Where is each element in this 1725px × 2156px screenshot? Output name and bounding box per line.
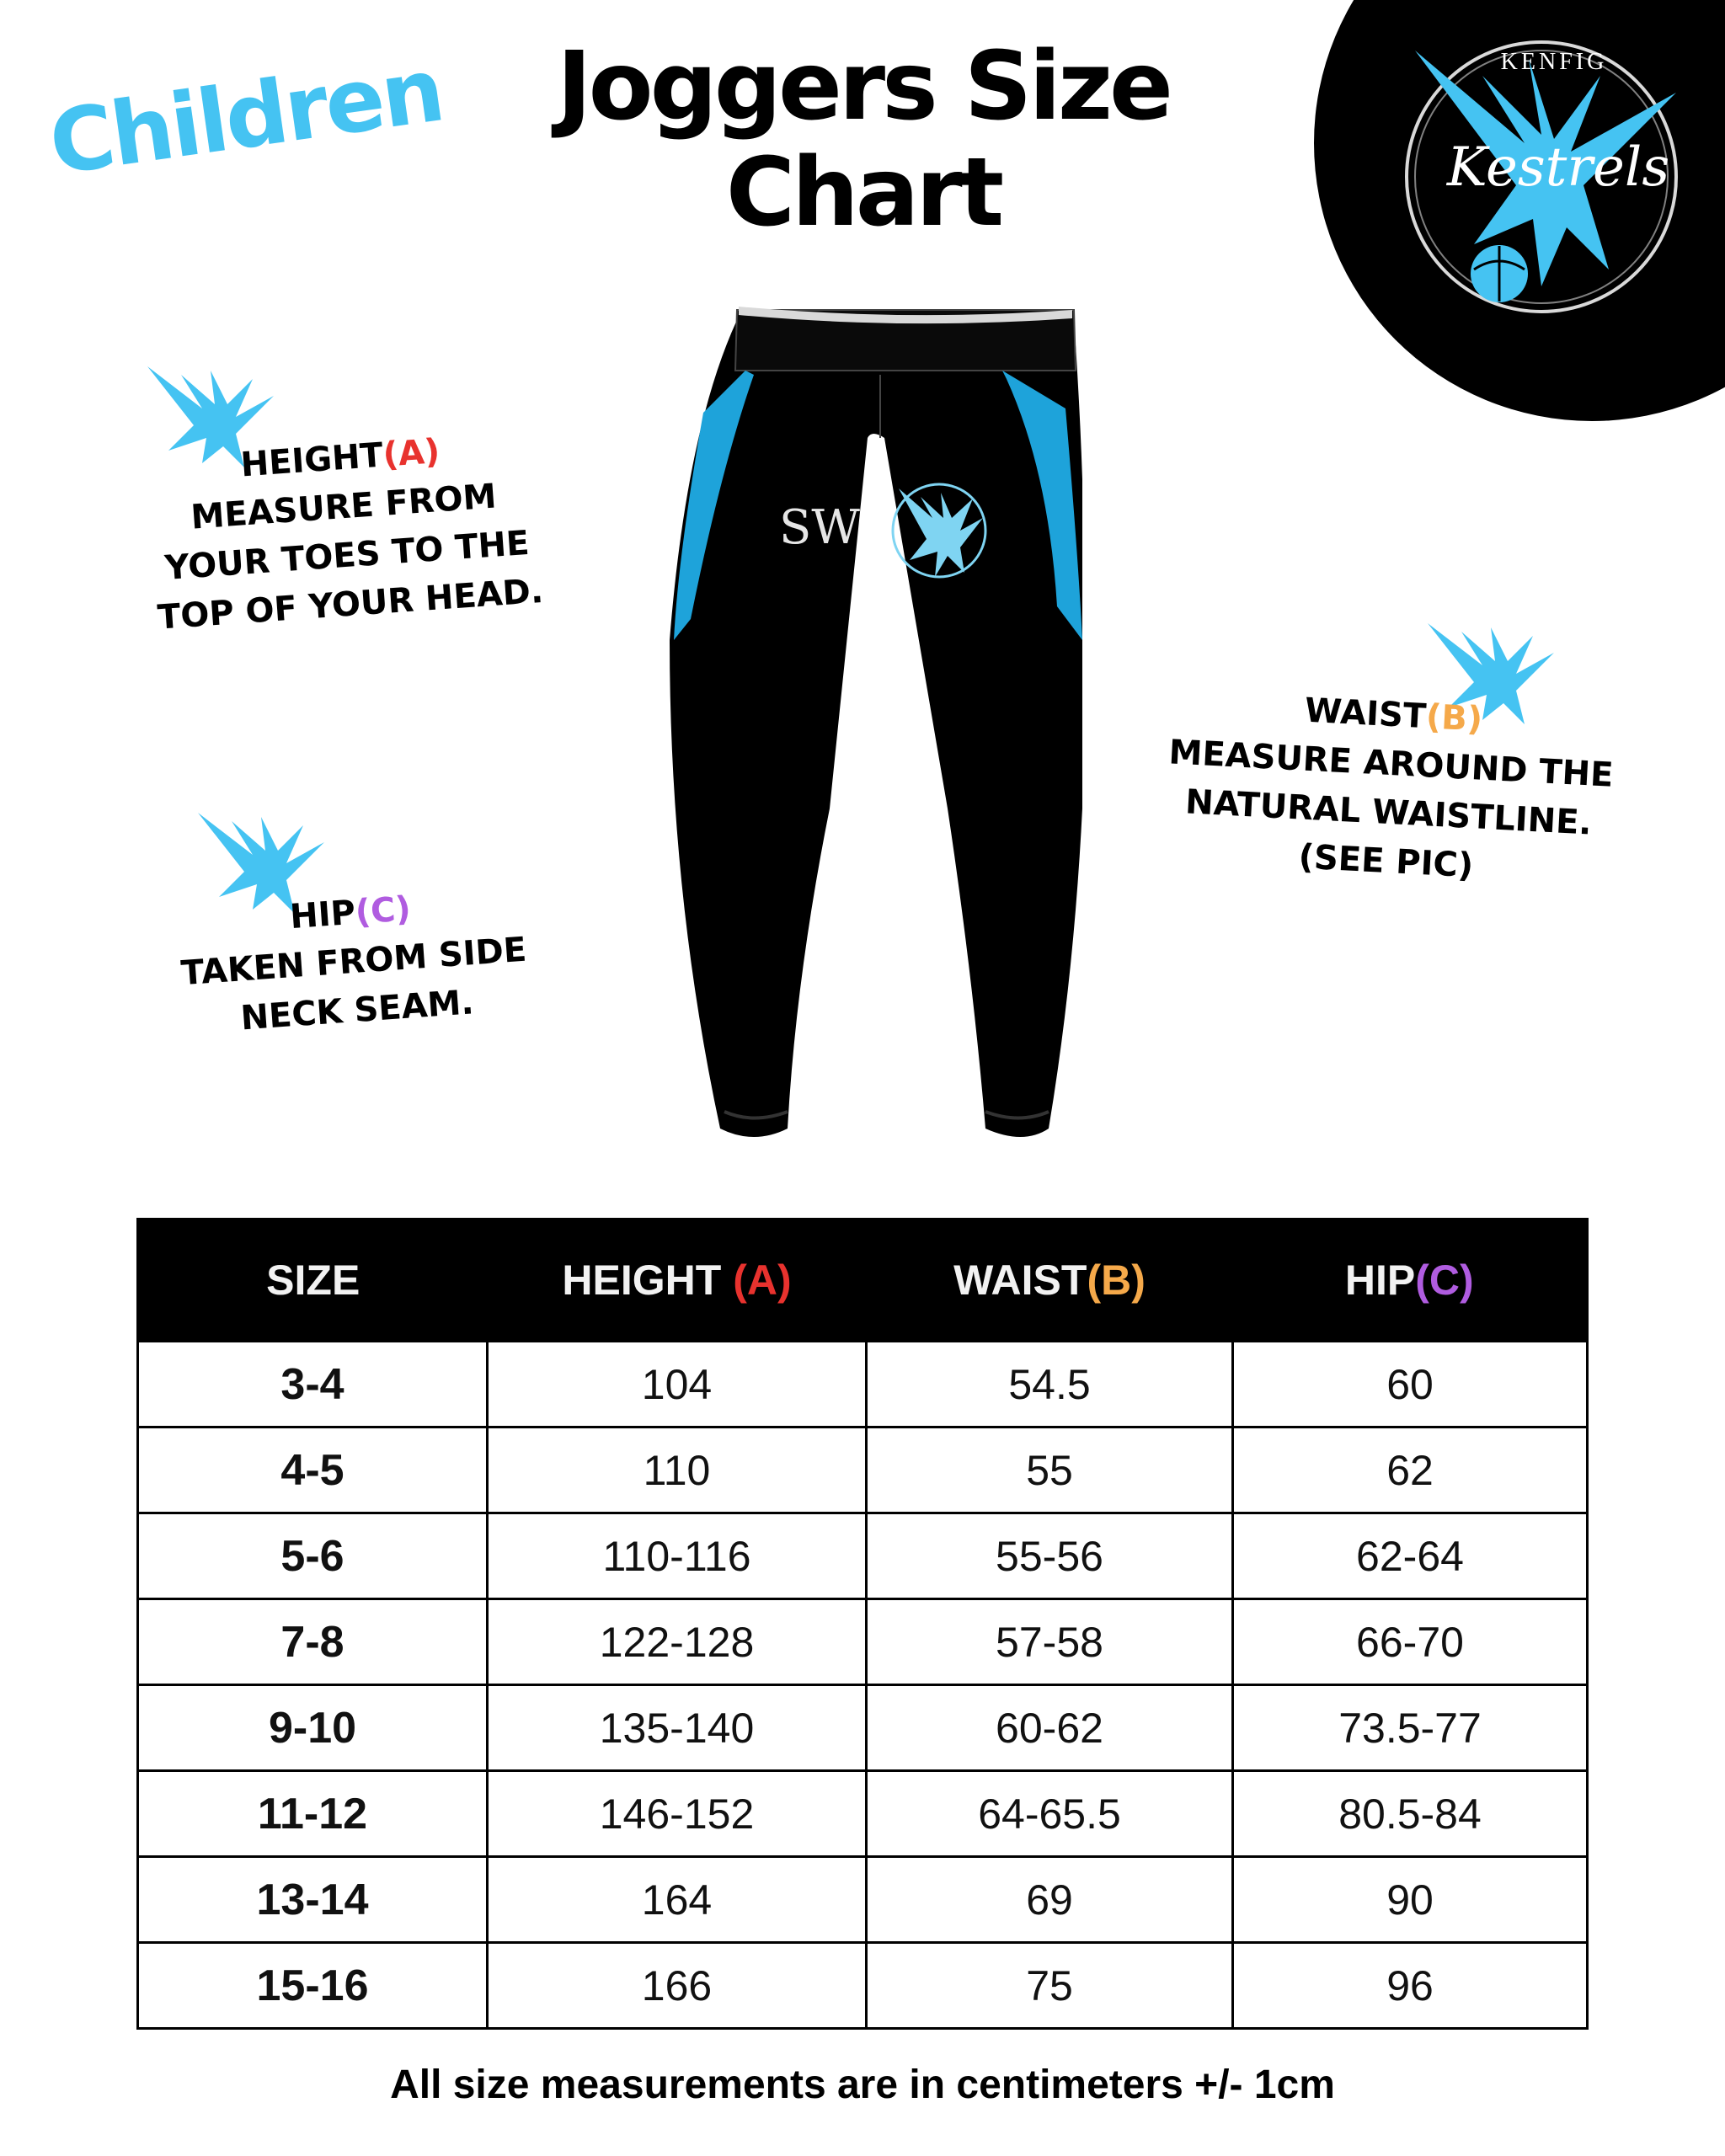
hip-label: HIP	[288, 893, 357, 937]
hip-cell: 80.5-84	[1233, 1771, 1588, 1857]
hip-cell: 96	[1233, 1943, 1588, 2029]
waist-line: (SEE PIC)	[1297, 837, 1475, 886]
table-row	[138, 1342, 1588, 1428]
waist-instruction	[1124, 677, 1655, 899]
hip-line: NECK SEAM.	[239, 983, 475, 1038]
height-line: MEASURE FROM	[190, 477, 498, 537]
hip-cell: 66-70	[1233, 1599, 1588, 1685]
height-code: (A)	[382, 432, 441, 475]
header-waist-code: (B)	[1087, 1257, 1146, 1304]
header-height-code: (A)	[733, 1257, 792, 1304]
height-cell: 104	[488, 1342, 867, 1428]
hip-instruction	[147, 874, 561, 1049]
header-height: HEIGHT (A)	[488, 1219, 867, 1342]
title-line-1: Joggers Size	[556, 32, 1170, 141]
hip-code: (C)	[354, 889, 413, 932]
header-hip: HIP(C)	[1233, 1219, 1588, 1342]
waist-label: WAIST	[1303, 691, 1428, 737]
size-cell: 7-8	[138, 1599, 488, 1685]
table-row	[138, 1513, 1588, 1599]
size-cell: 5-6	[138, 1513, 488, 1599]
table-row	[138, 1943, 1588, 2029]
table-row	[138, 1428, 1588, 1513]
height-cell: 110	[488, 1428, 867, 1513]
height-instruction	[120, 419, 571, 644]
height-line: YOUR TOES TO THE	[163, 523, 531, 588]
height-cell: 164	[488, 1857, 867, 1943]
hip-line: TAKEN FROM SIDE	[179, 930, 528, 994]
joggers-initials: SW	[779, 500, 860, 555]
header-hip-code: (C)	[1415, 1257, 1474, 1304]
height-cell: 146-152	[488, 1771, 867, 1857]
size-cell: 3-4	[138, 1342, 488, 1428]
hip-cell: 62	[1233, 1428, 1588, 1513]
waist-cell: 60-62	[867, 1685, 1233, 1771]
height-cell: 166	[488, 1943, 867, 2029]
height-line: TOP OF YOUR HEAD.	[156, 571, 545, 638]
title-line-2: Chart	[725, 138, 1001, 248]
waist-cell: 54.5	[867, 1342, 1233, 1428]
height-cell: 135-140	[488, 1685, 867, 1771]
table-header-row	[138, 1219, 1588, 1342]
height-label: HEIGHT	[239, 435, 385, 485]
footnote: All size measurements are in centimeters +/- 1cm	[390, 2063, 1335, 2107]
size-cell: 15-16	[138, 1943, 488, 2029]
size-cell: 4-5	[138, 1428, 488, 1513]
header-size: SIZE	[138, 1219, 488, 1342]
waist-cell: 69	[867, 1857, 1233, 1943]
joggers-illustration	[670, 303, 1082, 1145]
hip-cell: 62-64	[1233, 1513, 1588, 1599]
table-row	[138, 1599, 1588, 1685]
logo-top-text: KENFIG	[1500, 49, 1608, 75]
hip-cell: 90	[1233, 1857, 1588, 1943]
waist-cell: 55	[867, 1428, 1233, 1513]
waist-cell: 55-56	[867, 1513, 1233, 1599]
page-title	[472, 34, 1255, 246]
table-row	[138, 1685, 1588, 1771]
waist-cell: 75	[867, 1943, 1233, 2029]
size-cell: 13-14	[138, 1857, 488, 1943]
table-row	[138, 1771, 1588, 1857]
hip-cell: 60	[1233, 1342, 1588, 1428]
subtitle-children: Children	[43, 38, 448, 195]
logo-script-text: Kestrels	[1446, 136, 1670, 199]
hip-cell: 73.5-77	[1233, 1685, 1588, 1771]
height-cell: 122-128	[488, 1599, 867, 1685]
waist-line: MEASURE AROUND THE	[1167, 733, 1615, 795]
size-cell: 9-10	[138, 1685, 488, 1771]
waist-cell: 57-58	[867, 1599, 1233, 1685]
size-cell: 11-12	[138, 1771, 488, 1857]
table-row	[138, 1857, 1588, 1943]
kenfig-kestrels-logo	[1381, 17, 1701, 337]
waist-line: NATURAL WAISTLINE.	[1184, 782, 1593, 843]
height-cell: 110-116	[488, 1513, 867, 1599]
waist-cell: 64-65.5	[867, 1771, 1233, 1857]
header-waist: WAIST(B)	[867, 1219, 1233, 1342]
waist-code: (B)	[1424, 697, 1484, 739]
size-chart-table	[136, 1218, 1589, 2030]
